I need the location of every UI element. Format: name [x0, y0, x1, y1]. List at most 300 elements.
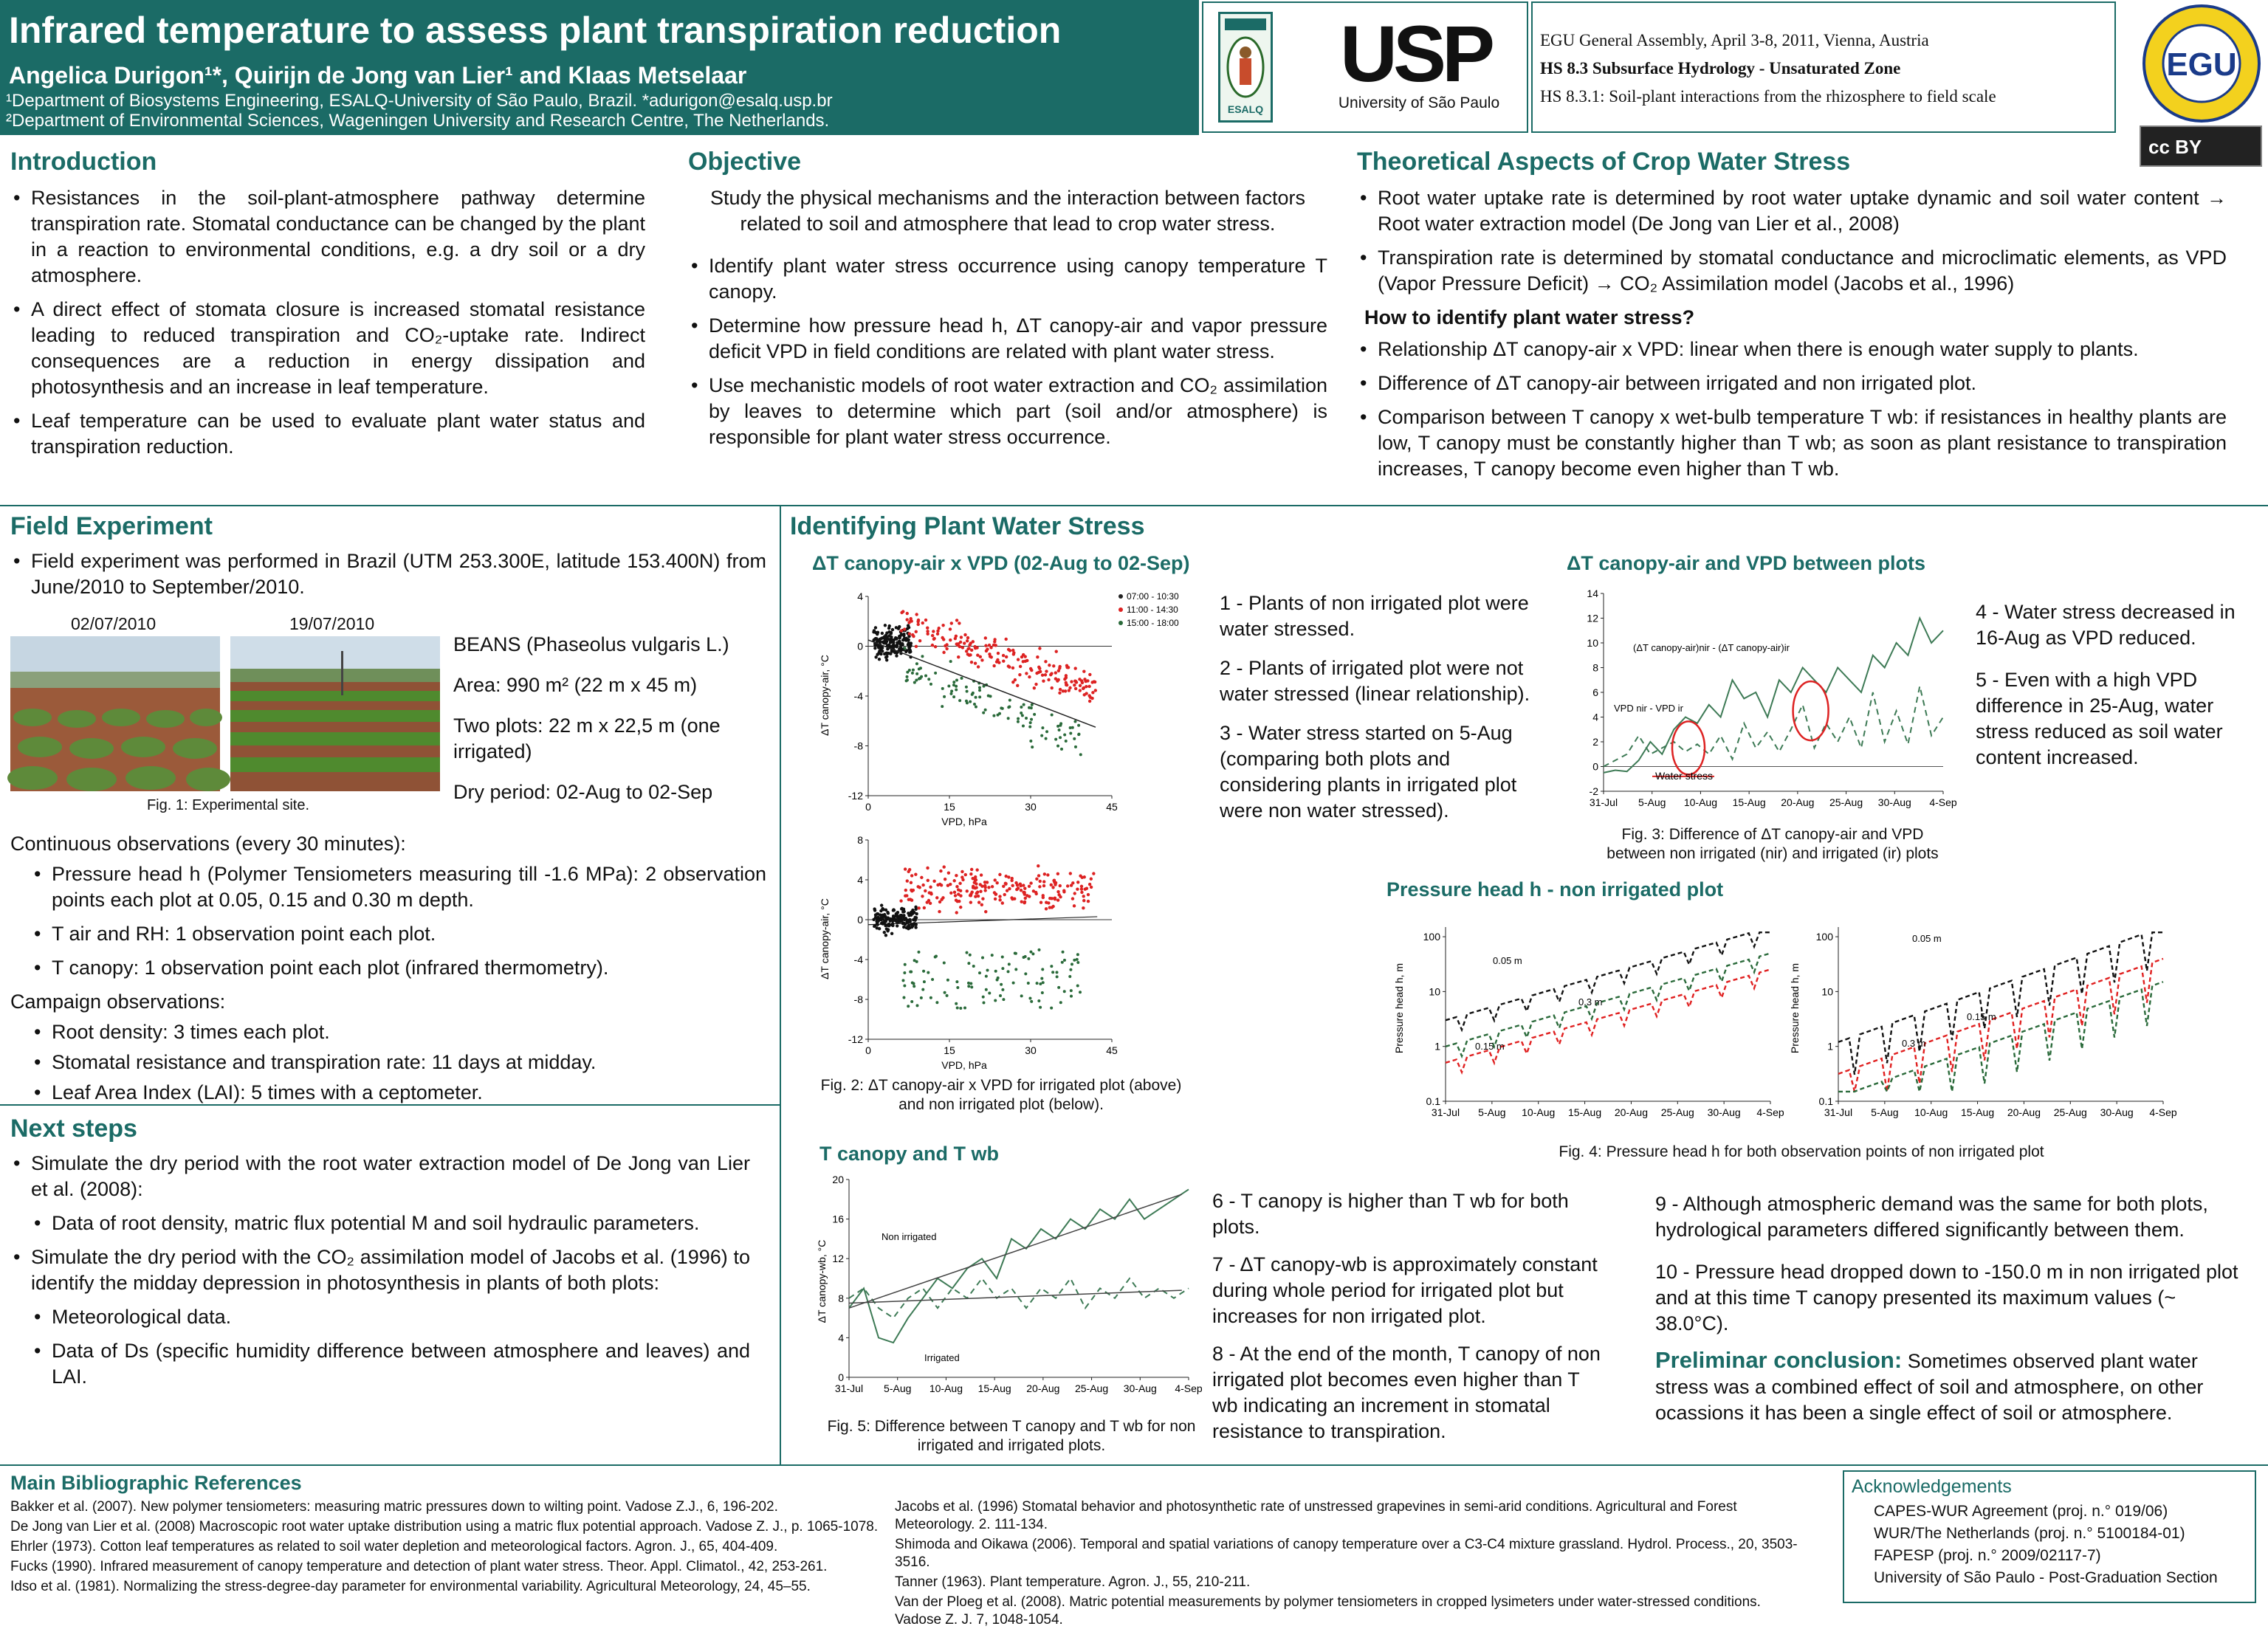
y-tick-label: 100: [1815, 931, 1833, 943]
site-photo-2: [230, 636, 440, 791]
note-8: 8 - At the end of the month, T canopy of non irrigated plot becomes even higher than T wb indicating an increment in stomatal resistance to transpiration.: [1212, 1343, 1601, 1442]
point-afternoon: [965, 700, 968, 703]
point-midday: [988, 644, 991, 647]
point-afternoon: [915, 679, 918, 682]
x-tick-label: 25-Aug: [1074, 1382, 1109, 1394]
point-morning: [886, 911, 889, 914]
point-midday: [981, 897, 984, 900]
photo-date-1: 02/07/2010: [71, 614, 157, 633]
point-midday: [1041, 673, 1044, 676]
x-tick-label: 10-Aug: [1522, 1106, 1556, 1118]
point-afternoon: [910, 1000, 913, 1003]
point-morning: [896, 924, 898, 927]
point-midday: [1047, 678, 1050, 681]
point-morning: [874, 626, 877, 629]
point-afternoon: [947, 684, 950, 687]
x-tick-label: 30-Aug: [1123, 1382, 1157, 1394]
point-midday: [1066, 884, 1069, 887]
point-midday: [970, 649, 973, 652]
point-afternoon: [934, 672, 937, 675]
point-midday: [931, 634, 934, 637]
point-midday: [1048, 664, 1051, 667]
fig5-ylabel: ΔT canopy-wb, °C: [816, 1239, 828, 1323]
point-midday: [1040, 900, 1042, 903]
point-midday: [963, 633, 966, 636]
point-afternoon: [1074, 745, 1077, 748]
point-midday: [904, 867, 907, 870]
intro-bullet-3: • Leaf temperature can be used to evaluate plant water status and transpiration reduction.: [10, 408, 645, 460]
point-afternoon: [1040, 734, 1043, 737]
point-afternoon: [1076, 953, 1079, 956]
point-midday: [941, 896, 944, 899]
point-afternoon: [985, 975, 988, 978]
point-afternoon: [1059, 1001, 1062, 1004]
point-midday: [995, 881, 998, 884]
point-midday: [1012, 652, 1015, 655]
point-midday: [900, 611, 903, 614]
point-midday: [1068, 689, 1071, 692]
point-afternoon: [941, 687, 944, 690]
x-tick-label: 10-Aug: [1914, 1106, 1948, 1118]
subtitle-fig5: T canopy and T wb: [819, 1143, 1000, 1165]
point-afternoon: [1050, 1007, 1053, 1010]
point-afternoon: [912, 669, 915, 672]
point-morning: [901, 642, 904, 645]
irrigated-trend: [849, 1290, 1182, 1303]
point-afternoon: [906, 678, 909, 681]
point-afternoon: [961, 677, 963, 680]
point-midday: [1001, 901, 1004, 904]
x-tick-label: 5-Aug: [1478, 1106, 1506, 1118]
y-tick-label: 8: [1592, 661, 1598, 674]
point-midday: [984, 644, 987, 647]
point-midday: [912, 635, 915, 638]
point-afternoon: [1014, 968, 1017, 971]
point-afternoon: [1060, 748, 1063, 751]
point-afternoon: [927, 678, 930, 681]
point-midday: [1083, 693, 1086, 696]
point-midday: [975, 868, 978, 871]
x-tick-label: 30-Aug: [1877, 796, 1911, 808]
point-morning: [909, 644, 912, 647]
point-morning: [887, 923, 890, 926]
point-midday: [904, 895, 907, 898]
point-midday: [941, 636, 944, 639]
point-afternoon: [1020, 706, 1023, 709]
x-tick-label: 25-Aug: [1660, 1106, 1694, 1118]
point-afternoon: [910, 971, 913, 974]
point-midday: [1056, 898, 1059, 901]
point-afternoon: [917, 951, 920, 954]
point-midday: [1069, 872, 1072, 875]
point-midday: [941, 624, 944, 627]
point-midday: [983, 886, 986, 889]
point-afternoon: [1055, 971, 1058, 974]
point-midday: [1073, 892, 1076, 895]
point-afternoon: [1033, 713, 1036, 716]
point-midday: [1058, 692, 1061, 695]
x-tick-label: 30-Aug: [2100, 1106, 2134, 1118]
conference-line-1: EGU General Assembly, April 3-8, 2011, Vienna, Austria: [1540, 31, 1929, 49]
point-midday: [968, 644, 971, 647]
point-midday: [956, 644, 959, 647]
point-afternoon: [1073, 720, 1076, 723]
point-midday: [992, 644, 995, 647]
point-midday: [1057, 669, 1060, 672]
point-afternoon: [982, 1001, 985, 1004]
point-midday: [949, 627, 952, 630]
point-midday: [1088, 700, 1091, 703]
point-afternoon: [907, 1005, 910, 1008]
point-midday: [899, 899, 902, 902]
point-afternoon: [915, 672, 918, 675]
point-afternoon: [1070, 995, 1073, 998]
point-midday: [1074, 687, 1077, 690]
x-tick-label: 0: [865, 1044, 871, 1056]
fig4a-label-015: 0.15 m: [1475, 1041, 1505, 1052]
x-tick-label: 30: [1025, 1044, 1037, 1056]
point-midday: [1045, 907, 1048, 910]
point-morning: [876, 923, 879, 926]
point-afternoon: [1077, 733, 1080, 736]
point-afternoon: [1025, 717, 1028, 720]
point-midday: [1080, 679, 1083, 682]
point-midday: [950, 621, 953, 624]
irrigated-line: [849, 1278, 1189, 1318]
point-midday: [1076, 887, 1079, 890]
y-tick-label: 12: [832, 1253, 844, 1265]
point-afternoon: [956, 1006, 959, 1009]
affiliation-2: ²Department of Environmental Sciences, Wageningen University and Research Centre, The Netherlands.: [6, 111, 830, 131]
point-afternoon: [1059, 736, 1062, 739]
point-afternoon: [1058, 729, 1061, 731]
point-midday: [942, 651, 945, 654]
point-midday: [932, 880, 935, 883]
point-midday: [993, 878, 996, 881]
note-6: 6 - T canopy is higher than T wb for both plots.: [1212, 1190, 1569, 1238]
ack-3: FAPESP (proj. n.° 2009/02117-7): [1874, 1547, 2101, 1564]
point-morning: [890, 932, 893, 935]
point-morning: [885, 658, 888, 661]
point-midday: [1005, 638, 1008, 641]
point-midday: [953, 891, 956, 894]
point-morning: [875, 920, 878, 923]
point-midday: [1053, 881, 1056, 884]
x-tick-label: 15: [944, 801, 955, 813]
point-afternoon: [966, 690, 969, 693]
point-midday: [1042, 679, 1045, 682]
conclusion: [1655, 1347, 2253, 1426]
note-4: 4 - Water stress decreased in 16-Aug as VPD reduced.: [1976, 601, 2236, 649]
point-midday: [1019, 665, 1022, 668]
y-tick-label: 10: [1587, 637, 1598, 649]
point-midday: [1090, 878, 1093, 881]
point-afternoon: [978, 686, 981, 689]
point-morning: [907, 923, 910, 926]
y-tick-label: 1: [1827, 1040, 1833, 1053]
fig2a-ylabel: ΔT canopy-air, °C: [819, 655, 831, 736]
usp-logo: [1330, 9, 1500, 98]
point-midday: [970, 868, 973, 871]
point-midday: [921, 621, 924, 624]
point-morning: [913, 911, 915, 914]
objective-bullet-2: • Determine how pressure head h, ΔT canopy-air and vapor pressure deficit VPD in field conditions are related with plant water stress.: [688, 313, 1327, 365]
continuous-heading: Continuous observations (every 30 minutes):: [10, 833, 406, 855]
point-midday: [955, 911, 958, 914]
point-midday: [1043, 872, 1046, 875]
y-tick-label: 12: [1587, 612, 1598, 624]
fig4b-label-03: 0.3 m: [1902, 1038, 1926, 1049]
point-midday: [945, 647, 948, 650]
field-specs: [453, 632, 763, 805]
dry-period: Dry period: 02-Aug to 02-Sep: [453, 781, 713, 803]
point-morning: [890, 632, 893, 635]
point-afternoon: [1061, 961, 1064, 964]
point-midday: [1003, 893, 1006, 896]
point-midday: [986, 647, 989, 650]
point-morning: [885, 631, 888, 634]
next-steps-section: [10, 1115, 750, 1398]
pressure-series-2: [1838, 982, 2163, 1092]
theory-bullet-3: • Relationship ΔT canopy-air x VPD: linear when there is enough water supply to plants.: [1357, 337, 2227, 362]
point-midday: [1080, 885, 1083, 888]
point-midday: [924, 619, 927, 621]
point-afternoon: [915, 1004, 918, 1007]
y-tick-label: 4: [857, 874, 863, 886]
point-afternoon: [934, 956, 937, 959]
fig4b-ylabel: Pressure head h, m: [1789, 962, 1801, 1054]
point-midday: [980, 873, 983, 876]
point-midday: [958, 882, 961, 885]
point-afternoon: [972, 965, 975, 968]
point-midday: [1029, 881, 1032, 884]
point-midday: [957, 892, 960, 895]
point-morning: [892, 915, 895, 917]
conclusion-label: Preliminar conclusion:: [1655, 1347, 1903, 1373]
point-midday: [998, 898, 1001, 901]
point-afternoon: [967, 982, 970, 985]
point-afternoon: [908, 669, 911, 672]
point-afternoon: [1045, 737, 1048, 740]
point-afternoon: [1056, 745, 1059, 748]
point-morning: [911, 924, 914, 927]
point-midday: [971, 877, 974, 880]
esalq-logo-text: ESALQ: [1227, 103, 1264, 115]
point-afternoon: [969, 954, 972, 957]
point-midday: [955, 635, 958, 638]
point-morning: [890, 636, 893, 638]
point-morning: [880, 637, 883, 640]
point-afternoon: [1007, 970, 1010, 973]
point-afternoon: [1002, 998, 1005, 1001]
point-midday: [1054, 671, 1057, 674]
ack-2: WUR/The Netherlands (proj. n.° 5100184-01): [1874, 1525, 2185, 1542]
objective-bullet-3: • Use mechanistic models of root water extraction and CO₂ assimilation by leaves to determine which part (soil and/or atmosphere) is responsible for plant water stress occurrence.: [688, 373, 1327, 450]
point-morning: [902, 917, 905, 920]
point-afternoon: [991, 954, 994, 957]
point-afternoon: [949, 660, 952, 663]
point-afternoon: [921, 655, 924, 658]
fig5-line-chart: [805, 1171, 1211, 1410]
point-afternoon: [1054, 738, 1057, 741]
point-afternoon: [955, 980, 958, 983]
point-midday: [961, 646, 964, 649]
site-photo-1: [10, 636, 220, 791]
point-midday: [1025, 672, 1028, 675]
logo-box: [1202, 1, 1528, 133]
point-morning: [895, 920, 898, 923]
point-afternoon: [906, 675, 909, 678]
point-morning: [904, 923, 907, 926]
x-tick-label: 15: [944, 1044, 955, 1056]
point-afternoon: [944, 991, 946, 994]
point-afternoon: [935, 1001, 938, 1004]
point-afternoon: [1020, 712, 1023, 714]
point-afternoon: [1063, 959, 1066, 962]
note-9: 9 - Although atmospheric demand was the same for both plots, hydrological parameters differed significantly between them.: [1655, 1193, 2208, 1241]
point-afternoon: [913, 681, 916, 684]
point-midday: [1045, 669, 1048, 672]
point-midday: [929, 902, 932, 905]
point-afternoon: [1045, 730, 1048, 733]
y-tick-label: 8: [857, 834, 863, 846]
point-midday: [1073, 683, 1076, 686]
y-tick-label: 0.1: [1426, 1095, 1440, 1107]
point-afternoon: [901, 979, 904, 982]
point-afternoon: [985, 988, 988, 991]
point-midday: [931, 644, 934, 647]
point-midday: [1062, 689, 1065, 692]
x-tick-label: 4-Sep: [2149, 1106, 2177, 1118]
fig5-label-nonirrigated: Non irrigated: [882, 1231, 937, 1242]
point-midday: [997, 661, 1000, 664]
point-midday: [1088, 883, 1091, 886]
point-midday: [992, 664, 995, 667]
point-midday: [984, 910, 987, 913]
y-tick-label: 0: [1592, 760, 1598, 773]
point-morning: [873, 647, 876, 650]
x-tick-label: 25-Aug: [1829, 796, 1863, 808]
point-midday: [979, 890, 982, 893]
x-tick-label: 30: [1025, 801, 1037, 813]
point-midday: [974, 895, 977, 898]
point-afternoon: [902, 996, 905, 999]
x-tick-label: 0: [865, 801, 871, 813]
authors: Angelica Durigon¹*, Quirijn de Jong van Lier¹ and Klaas Metselaar: [9, 62, 747, 89]
y-tick-label: 10: [1821, 985, 1833, 998]
point-afternoon: [1041, 991, 1044, 994]
point-afternoon: [1008, 962, 1011, 965]
point-afternoon: [923, 980, 926, 983]
point-morning: [898, 635, 901, 638]
point-midday: [1070, 680, 1073, 683]
conclusion-text: Sometimes observed plant water stress was a combined effect of soil and atmosphere, on other ocassions it has been a single effect of soil or atmosphere.: [1655, 1350, 2204, 1424]
point-midday: [1051, 905, 1054, 908]
point-morning: [891, 924, 894, 927]
y-tick-label: 16: [832, 1213, 844, 1225]
point-midday: [906, 879, 909, 882]
point-midday: [1035, 672, 1038, 675]
point-midday: [974, 662, 977, 665]
point-midday: [977, 900, 980, 903]
point-afternoon: [1037, 999, 1040, 1002]
point-midday: [971, 890, 974, 893]
point-midday: [1050, 884, 1053, 886]
point-morning: [885, 651, 888, 654]
point-midday: [921, 884, 924, 886]
point-afternoon: [1014, 952, 1017, 955]
x-tick-label: 20-Aug: [2007, 1106, 2041, 1118]
point-midday: [1056, 872, 1059, 875]
point-midday: [966, 889, 969, 892]
continuous-1: • Pressure head h (Polymer Tensiometers measuring till -1.6 MPa): 2 observation points each plot at 0.05, 0.15 and 0.30 m depth.: [31, 861, 766, 913]
point-midday: [934, 645, 937, 648]
fig3-series-2-label: VPD nir - VPD ir: [1614, 703, 1683, 714]
y-tick-label: 0: [857, 914, 863, 926]
point-midday: [1028, 885, 1031, 888]
point-afternoon: [921, 988, 924, 991]
ack-1: CAPES-WUR Agreement (proj. n.° 019/06): [1874, 1503, 2168, 1520]
point-midday: [990, 655, 993, 658]
point-afternoon: [1059, 722, 1062, 725]
point-afternoon: [950, 689, 953, 692]
dt-difference-line: [1604, 619, 1943, 773]
point-afternoon: [1073, 737, 1076, 740]
point-midday: [1002, 885, 1005, 888]
fig2b-ylabel: ΔT canopy-air, °C: [819, 898, 831, 979]
point-afternoon: [1056, 975, 1059, 978]
point-morning: [889, 652, 892, 655]
point-midday: [1023, 891, 1025, 894]
point-afternoon: [1071, 962, 1073, 965]
point-afternoon: [903, 985, 906, 988]
point-midday: [936, 633, 939, 636]
point-midday: [975, 886, 977, 889]
point-midday: [920, 876, 923, 879]
point-midday: [964, 873, 967, 876]
point-morning: [901, 910, 904, 913]
legend-midday: 11:00 - 14:30: [1127, 605, 1178, 615]
point-midday: [959, 906, 962, 909]
objective-section: [688, 148, 1327, 458]
point-afternoon: [967, 962, 970, 965]
point-afternoon: [982, 996, 985, 999]
y-tick-label: -8: [853, 993, 863, 1005]
point-afternoon: [920, 996, 923, 999]
point-afternoon: [1028, 997, 1031, 1000]
point-morning: [882, 641, 885, 644]
point-midday: [1090, 886, 1093, 889]
point-afternoon: [946, 994, 949, 997]
y-tick-label: 8: [838, 1292, 844, 1304]
point-afternoon: [929, 683, 932, 686]
x-tick-label: 31-Jul: [1589, 796, 1618, 808]
plots: Two plots: 22 m x 22,5 m (one irrigated): [453, 714, 721, 762]
point-midday: [1073, 904, 1076, 907]
fig3-series-1-label: (ΔT canopy-air)nir - (ΔT canopy-air)ir: [1633, 642, 1790, 653]
poster-title: Infrared temperature to assess plant transpiration reduction: [9, 10, 1062, 51]
point-midday: [917, 623, 920, 626]
y-tick-label: -12: [848, 1033, 863, 1045]
point-midday: [1015, 888, 1018, 891]
point-afternoon: [1079, 991, 1082, 993]
point-midday: [997, 652, 1000, 655]
point-midday: [961, 870, 963, 873]
fig4a-ylabel: Pressure head h, m: [1393, 962, 1405, 1054]
point-midday: [923, 906, 926, 909]
point-morning: [889, 640, 892, 643]
point-midday: [976, 890, 979, 893]
